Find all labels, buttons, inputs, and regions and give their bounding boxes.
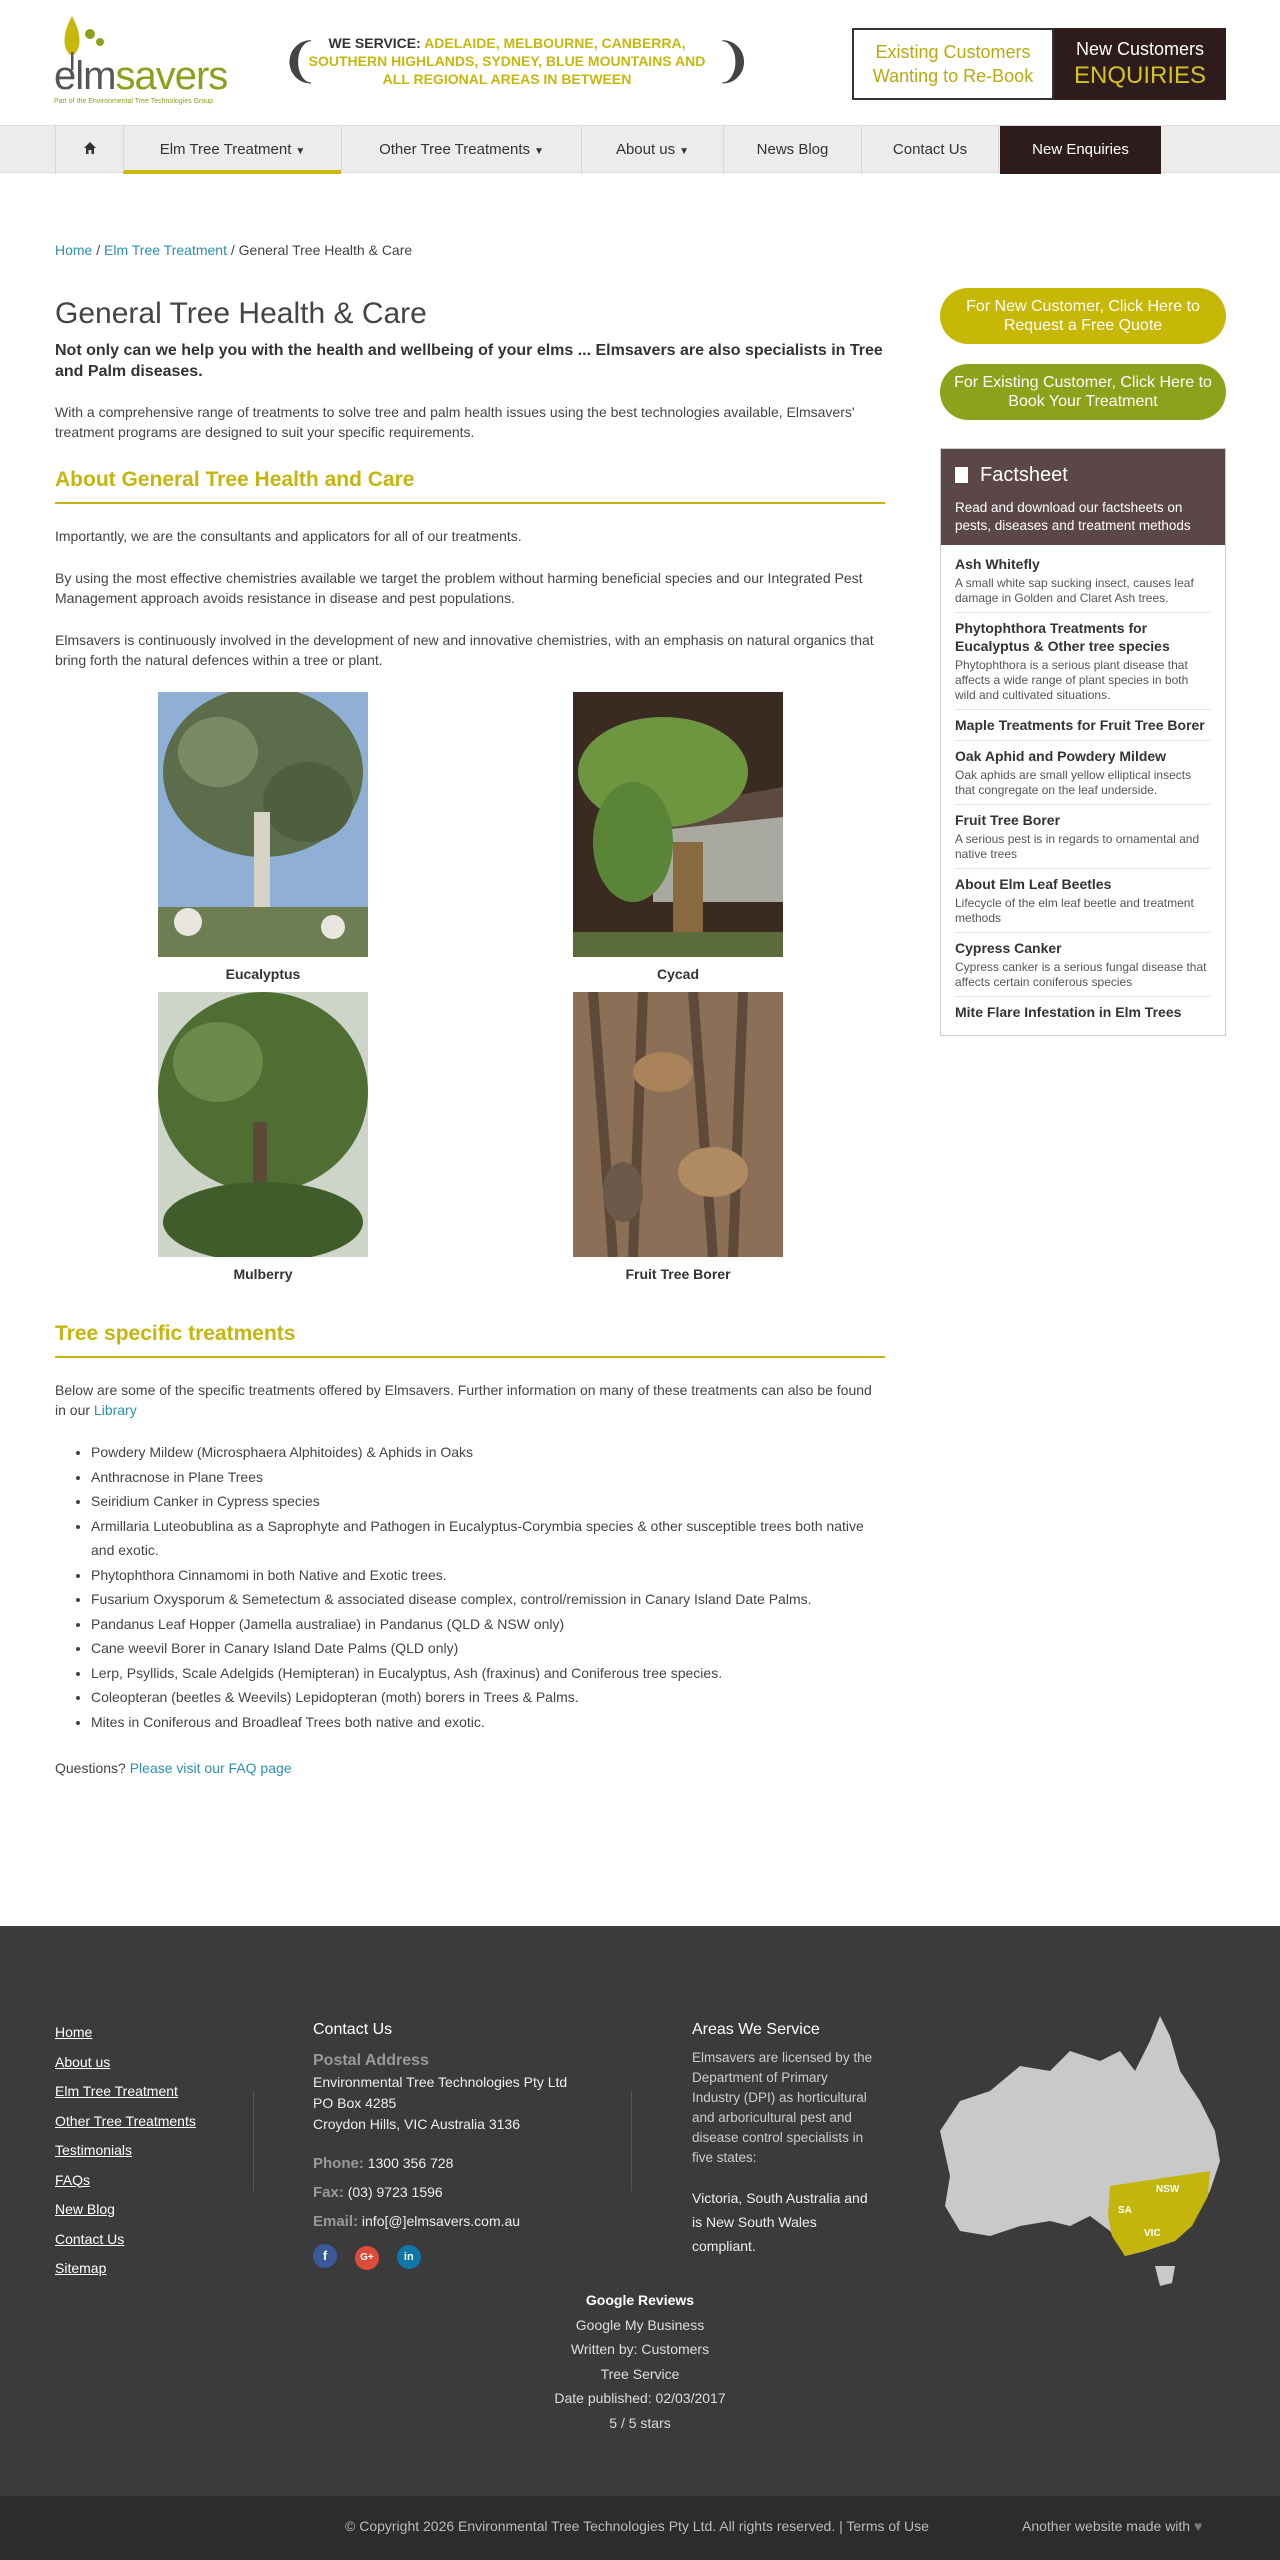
- areas-states: Victoria, South Australia and is New South Wales compliant.: [692, 2190, 868, 2254]
- footer-link-about[interactable]: About us: [55, 2053, 111, 2070]
- gallery-item-eucalyptus[interactable]: [158, 692, 368, 982]
- areas-heading: Areas We Service: [692, 2021, 820, 2038]
- nav-about-us[interactable]: About us ▼: [581, 126, 723, 174]
- suburb: Croydon Hills, VIC Australia 3136: [313, 2116, 520, 2132]
- list-item: • Mites in Coniferous and Broadleaf Trees both native and exotic.: [91, 1710, 885, 1735]
- nav-new-enquiries[interactable]: New Enquiries: [1000, 126, 1161, 174]
- breadcrumb-elm-tree-treatment[interactable]: Elm Tree Treatment: [104, 242, 227, 258]
- main-nav: [0, 125, 1280, 173]
- google-reviews: Google Reviews Google My Business Written by: Customers Tree Service Date published: 02/03/2017 5 / 5 stars: [440, 2288, 840, 2435]
- gallery-caption: Fruit Tree Borer: [625, 1266, 731, 1282]
- factsheet-item[interactable]: Maple Treatments for Fruit Tree Borer: [955, 710, 1211, 741]
- footer-link-elm-tree-treatment[interactable]: Elm Tree Treatment: [55, 2083, 178, 2099]
- facebook-icon[interactable]: f: [313, 2244, 337, 2268]
- breadcrumb-home[interactable]: Home: [55, 242, 93, 258]
- footer-areas: [692, 2018, 877, 2258]
- map-label-sa: SA: [1118, 2205, 1132, 2216]
- footer-link-contact[interactable]: Contact Us: [55, 2230, 125, 2247]
- document-icon: [955, 467, 968, 483]
- fax-row: Fax: (03) 9723 1596: [313, 2184, 443, 2201]
- footer-link-testimonials[interactable]: Testimonials: [55, 2142, 133, 2158]
- existing-customers-rebook-button[interactable]: Existing Customers Wanting to Re-Book: [852, 28, 1054, 100]
- cycad-image: [573, 692, 783, 957]
- factsheet-desc: Read and download our factsheets on pests, diseases and treatment methods: [955, 500, 1191, 533]
- sidebar: [940, 288, 1226, 1036]
- footer-link-sitemap[interactable]: Sitemap: [55, 2260, 107, 2276]
- gallery-item-cycad[interactable]: [573, 692, 783, 982]
- list-item: • Lerp, Psyllids, Scale Adelgids (Hemipteran) in Eucalyptus, Ash (fraxinus) and Coniferous tree species.: [91, 1661, 885, 1686]
- chevron-down-icon: ▼: [295, 146, 306, 157]
- factsheet-panel: [940, 448, 1226, 1036]
- footer-link-faqs[interactable]: FAQs: [55, 2171, 91, 2188]
- faq-link[interactable]: Please visit our FAQ page: [129, 1760, 292, 1776]
- request-free-quote-button[interactable]: For New Customer, Click Here to Request a Free Quote: [940, 288, 1226, 344]
- australia-map-image: [930, 2011, 1230, 2291]
- factsheet-item[interactable]: Mite Flare Infestation in Elm Trees: [955, 1004, 1182, 1020]
- social-links: [313, 2244, 613, 2270]
- intro-paragraph: With a comprehensive range of treatments to solve tree and palm health issues using the best technologies available, Elmsavers' treatment programs are designed to suit your specific requirements.: [55, 404, 855, 440]
- list-item: • Fusarium Oxysporum & Semetectum & associated disease complex, control/remission in Canary Island Date Palms.: [91, 1587, 885, 1612]
- nav-contact-us[interactable]: Contact Us: [861, 126, 999, 174]
- google-plus-icon[interactable]: G+: [355, 2246, 379, 2270]
- factsheet-item[interactable]: Oak Aphid and Powdery Mildew Oak aphids are small yellow elliptical insects that congregate on the leaf underside.: [955, 741, 1211, 805]
- eucalyptus-image: [158, 692, 368, 957]
- page-title: General Tree Health & Care: [55, 297, 427, 330]
- nav-other-tree-treatments[interactable]: Other Tree Treatments ▼: [341, 126, 581, 174]
- elmsavers-logo[interactable]: [54, 14, 234, 110]
- contact-heading: Contact Us: [313, 2021, 393, 2038]
- map-label-vic: VIC: [1144, 2228, 1161, 2239]
- footer-link-other-tree-treatments[interactable]: Other Tree Treatments: [55, 2112, 196, 2129]
- treatments-intro: Below are some of the specific treatments offered by Elmsavers. Further information on many of these treatments can also be found in our Library: [55, 1382, 872, 1418]
- made-with: Another website made with ♥: [1022, 2518, 1203, 2534]
- book-treatment-button[interactable]: For Existing Customer, Click Here to Book Your Treatment: [940, 364, 1226, 420]
- mulberry-image: [158, 992, 368, 1257]
- breadcrumb: Home / Elm Tree Treatment / General Tree Health & Care: [55, 242, 413, 258]
- service-areas-banner: [280, 30, 754, 94]
- footer-links: [55, 2018, 196, 2284]
- gallery-caption: Mulberry: [233, 1266, 293, 1282]
- new-customers-enquiries-button[interactable]: New Customers ENQUIRIES: [1054, 28, 1226, 100]
- questions-line: Questions? Please visit our FAQ page: [55, 1760, 292, 1776]
- laurel-left-icon: ❨: [280, 35, 321, 88]
- logo-wordmark: elmsavers: [54, 54, 228, 98]
- chevron-down-icon: ▼: [534, 146, 544, 157]
- list-item: • Armillaria Luteobublina as a Saprophyte and Pathogen in Eucalyptus-Corymbia species & other susceptible trees both native and exotic.: [91, 1514, 885, 1563]
- list-item: • Phytophthora Cinnamomi in both Native and Exotic trees.: [91, 1563, 885, 1588]
- phone-number[interactable]: 1300 356 728: [367, 2155, 454, 2171]
- po-box: PO Box 4285: [313, 2095, 397, 2111]
- treatments-heading: Tree specific treatments: [55, 1322, 885, 1358]
- factsheet-item[interactable]: Cypress Canker Cypress canker is a serious fungal disease that affects certain coniferous species: [955, 933, 1211, 997]
- home-icon: [83, 141, 97, 155]
- nav-news-blog[interactable]: News Blog: [723, 126, 861, 174]
- image-gallery: [55, 692, 885, 1304]
- copyright: © Copyright 2026 Environmental Tree Technologies Pty Ltd. All rights reserved. | Terms of Use: [345, 2518, 929, 2534]
- fruit-tree-borer-image: [573, 992, 783, 1257]
- gallery-item-mulberry[interactable]: [158, 992, 368, 1282]
- company-name: Environmental Tree Technologies Pty Ltd: [313, 2074, 568, 2090]
- terms-link[interactable]: Terms of Use: [846, 2518, 929, 2534]
- factsheet-list: [941, 545, 1225, 1035]
- service-areas-text: ADELAIDE, MELBOURNE, CANBERRA, SOUTHERN HIGHLANDS, SYDNEY, BLUE MOUNTAINS AND ALL REGIONAL AREAS IN BETWEEN: [308, 35, 706, 87]
- gallery-caption: Eucalyptus: [225, 966, 301, 982]
- about-paragraph-1: Importantly, we are the consultants and applicators for all of our treatments.: [55, 528, 522, 544]
- main-content: [55, 296, 885, 1778]
- nav-home[interactable]: [55, 126, 123, 174]
- factsheet-title: Factsheet: [980, 464, 1068, 486]
- chevron-down-icon: ▼: [679, 146, 690, 157]
- phone-row: Phone: 1300 356 728: [313, 2155, 454, 2172]
- email-row: Email: info[@]elmsavers.com.au: [313, 2213, 521, 2230]
- factsheet-item[interactable]: About Elm Leaf Beetles Lifecycle of the elm leaf beetle and treatment methods: [955, 869, 1211, 933]
- map-label-nsw: NSW: [1156, 2184, 1180, 2195]
- areas-text: Elmsavers are licensed by the Department of Primary Industry (DPI) as horticultural and arboricultural pest and disease control specialists in five states:: [692, 2050, 873, 2165]
- footer-divider: [631, 2091, 632, 2191]
- fax-number: (03) 9723 1596: [347, 2184, 443, 2200]
- footer-contact: [313, 2018, 613, 2270]
- gallery-item-fruit-tree-borer[interactable]: [573, 992, 783, 1282]
- email-address[interactable]: info[@]elmsavers.com.au: [361, 2213, 521, 2229]
- reviews-title: Google Reviews: [585, 2292, 695, 2308]
- list-item: • Pandanus Leaf Hopper (Jamella australiae) in Pandanus (QLD & NSW only): [91, 1612, 885, 1637]
- library-link[interactable]: Library: [93, 1402, 137, 1418]
- about-paragraph-3: Elmsavers is continuously involved in the development of new and innovative chemistries, with an emphasis on natural organics that bring forth the natural defences within a tree or plant.: [55, 632, 874, 668]
- breadcrumb-current: General Tree Health & Care: [238, 242, 413, 258]
- factsheet-item[interactable]: Phytophthora Treatments for Eucalyptus & Other tree species Phytophthora is a serious plant disease that affects a wide range of plant species in both wild and cultivated situations.: [955, 613, 1211, 710]
- postal-label: Postal Address: [313, 2052, 429, 2069]
- service-label: WE SERVICE:: [328, 35, 421, 51]
- list-item: • Seiridium Canker in Cypress species: [91, 1489, 885, 1514]
- laurel-right-icon: ❩: [713, 35, 754, 88]
- about-heading: About General Tree Health and Care: [55, 468, 885, 504]
- nav-elm-tree-treatment[interactable]: Elm Tree Treatment ▼: [123, 126, 341, 174]
- site-header: [0, 0, 1280, 125]
- list-item: • Anthracnose in Plane Trees: [91, 1465, 885, 1490]
- factsheet-header: [941, 449, 1225, 545]
- factsheet-item[interactable]: Fruit Tree Borer A serious pest is in regards to ornamental and native trees: [955, 805, 1211, 869]
- footer-link-new-blog[interactable]: New Blog: [55, 2201, 115, 2217]
- logo-tagline: Part of the Environmental Tree Technologies Group: [54, 98, 214, 105]
- footer-link-home[interactable]: Home: [55, 2024, 93, 2040]
- page-lead: Not only can we help you with the health and wellbeing of your elms ... Elmsavers are also specialists in Tree and Palm diseases.: [55, 342, 883, 380]
- treatments-list: [91, 1440, 885, 1734]
- list-item: • Powdery Mildew (Microsphaera Alphitoides) & Aphids in Oaks: [91, 1440, 885, 1465]
- factsheet-item[interactable]: Ash Whitefly A small white sap sucking insect, causes leaf damage in Golden and Claret Ash trees.: [955, 549, 1211, 613]
- about-paragraph-2: By using the most effective chemistries available we target the problem without harming beneficial species and our Integrated Pest Management approach avoids resistance in disease and pest populations.: [55, 570, 863, 606]
- list-item: • Coleopteran (beetles & Weevils) Lepidopteran (moth) borers in Trees & Palms.: [91, 1685, 885, 1710]
- list-item: • Cane weevil Borer in Canary Island Date Palms (QLD only): [91, 1636, 885, 1661]
- heart-icon[interactable]: ♥: [1193, 2518, 1203, 2534]
- gallery-caption: Cycad: [656, 966, 700, 982]
- bottom-bar: [0, 2496, 1280, 2560]
- footer-divider: [253, 2091, 254, 2191]
- linkedin-icon[interactable]: in: [397, 2245, 421, 2269]
